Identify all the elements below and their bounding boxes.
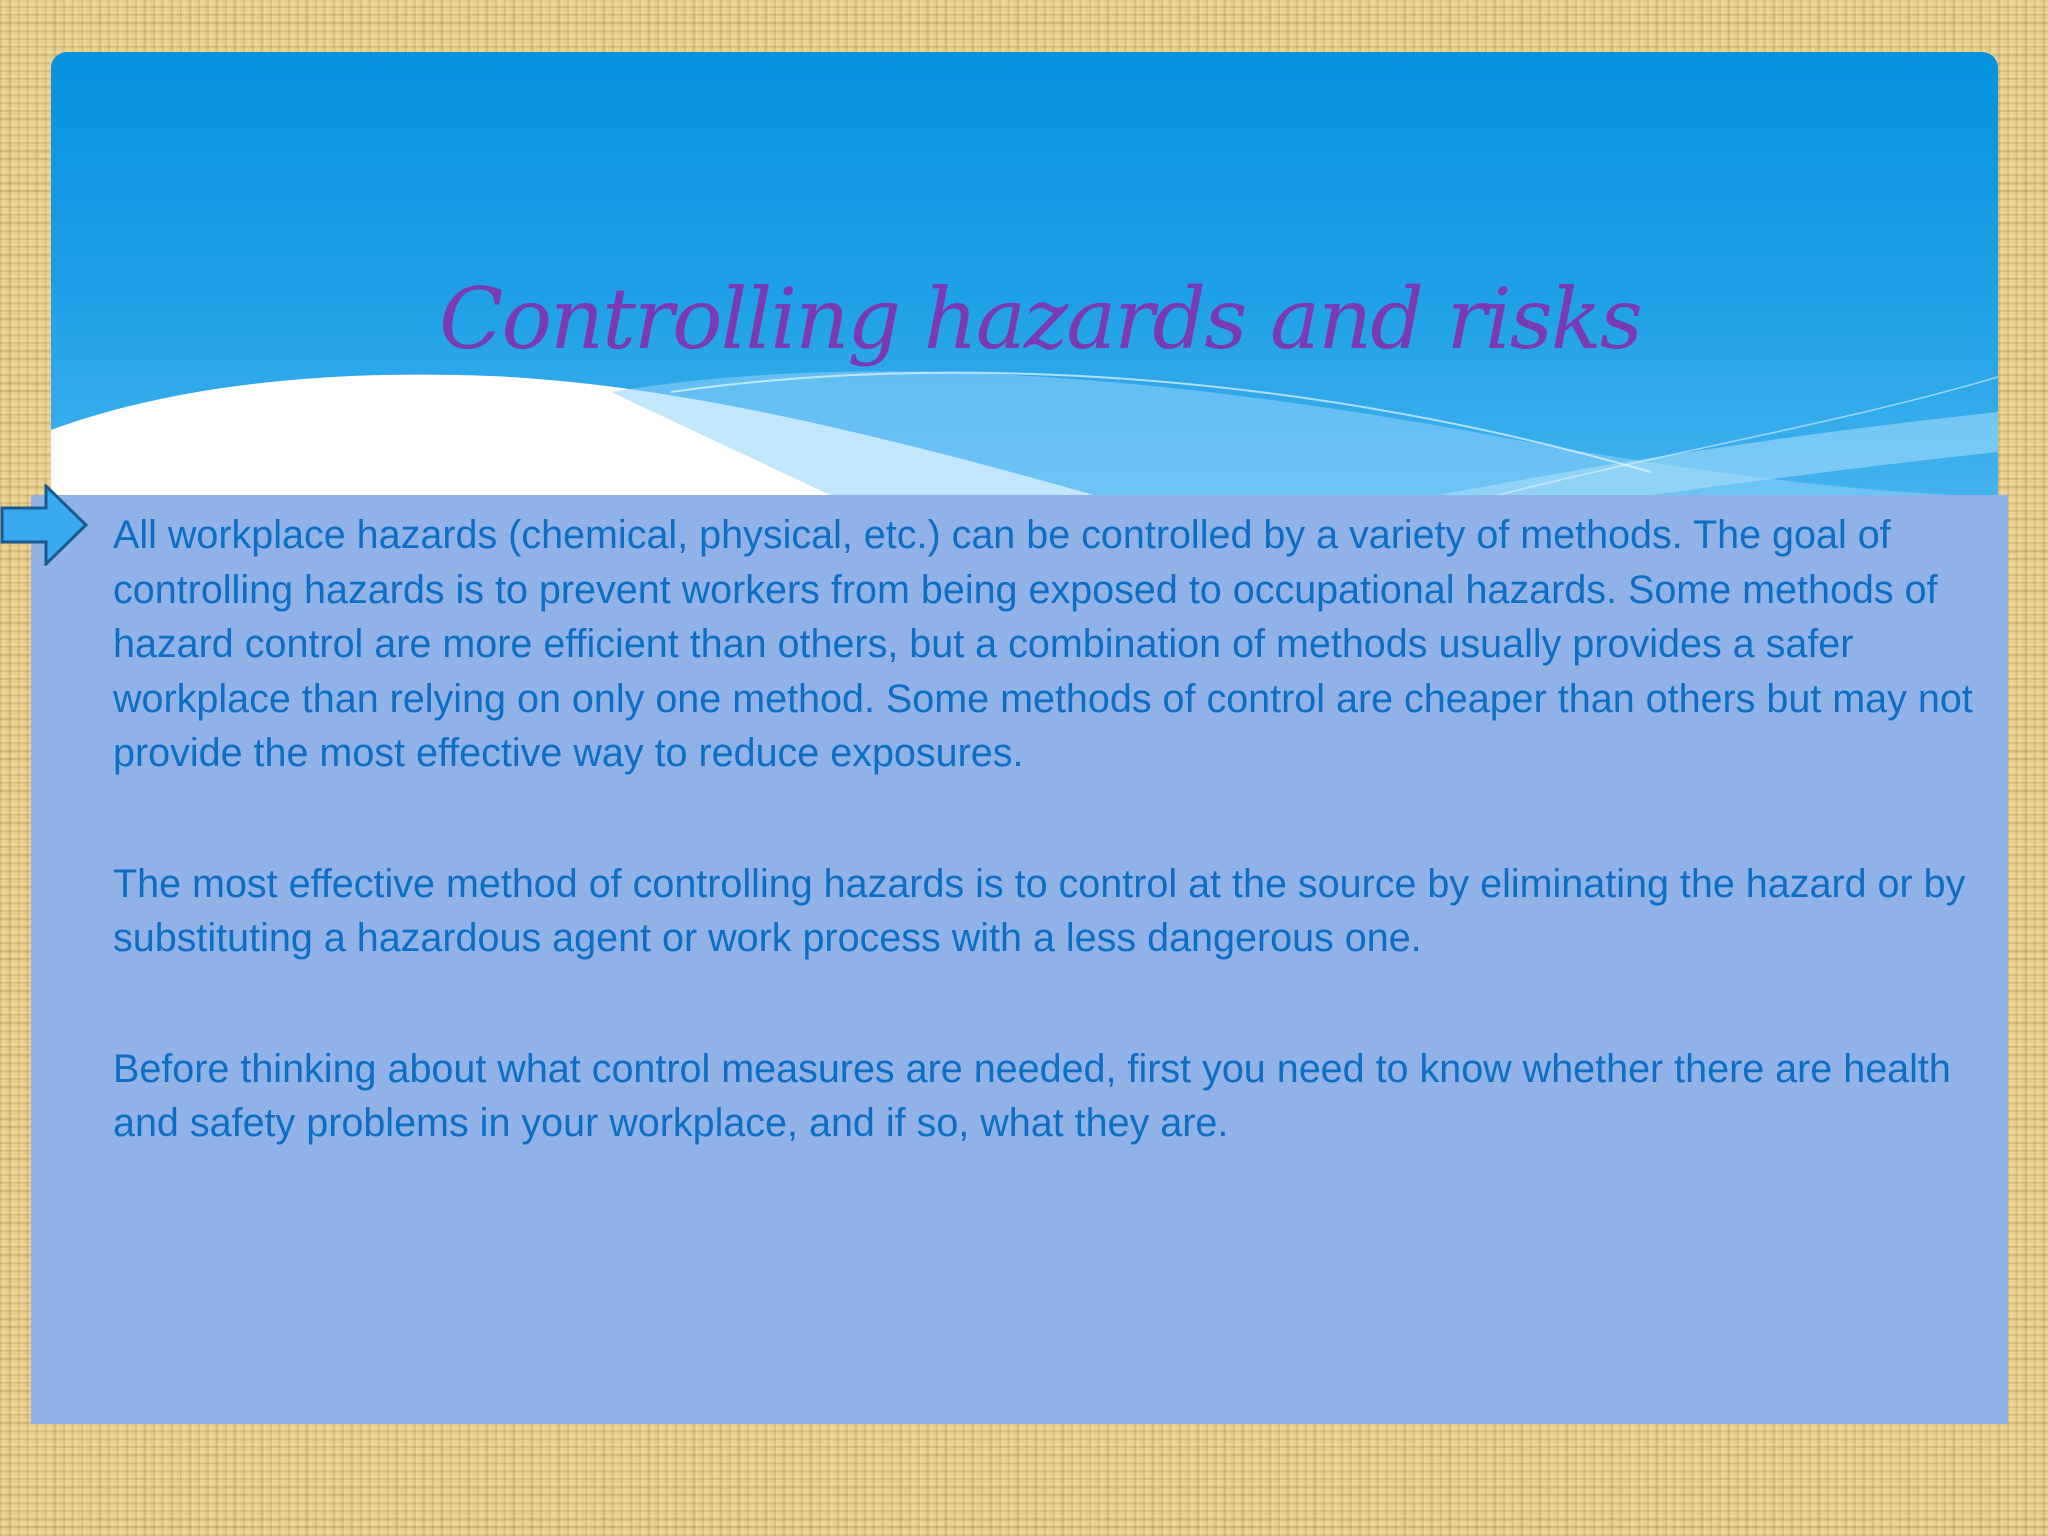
right-arrow-icon — [0, 484, 92, 566]
slide-title: Controlling hazards and risks — [439, 270, 1641, 368]
body-paragraph: Before thinking about what control measures are needed, first you need to know whether there are health and safety problems in your workplace, and if so, what they are. — [113, 1046, 1951, 1145]
body-paragraph: All workplace hazards (chemical, physical, etc.) can be controlled by a variety of methods. The goal of controlling hazards is to prevent workers from being exposed to occupational hazards. Some methods of hazard control are more efficient than others, but a combination of methods usually provides a safer workplace than relying on only one method. Some methods of control are cheaper than others but may not provide the most effective way to reduce exposures. — [113, 513, 1973, 775]
body-paragraph: The most effective method of controlling hazards is to control at the source by eliminating the hazard or by substituting a hazardous agent or work process with a less dangerous one. — [113, 861, 1966, 960]
slide-body — [113, 508, 2003, 1151]
